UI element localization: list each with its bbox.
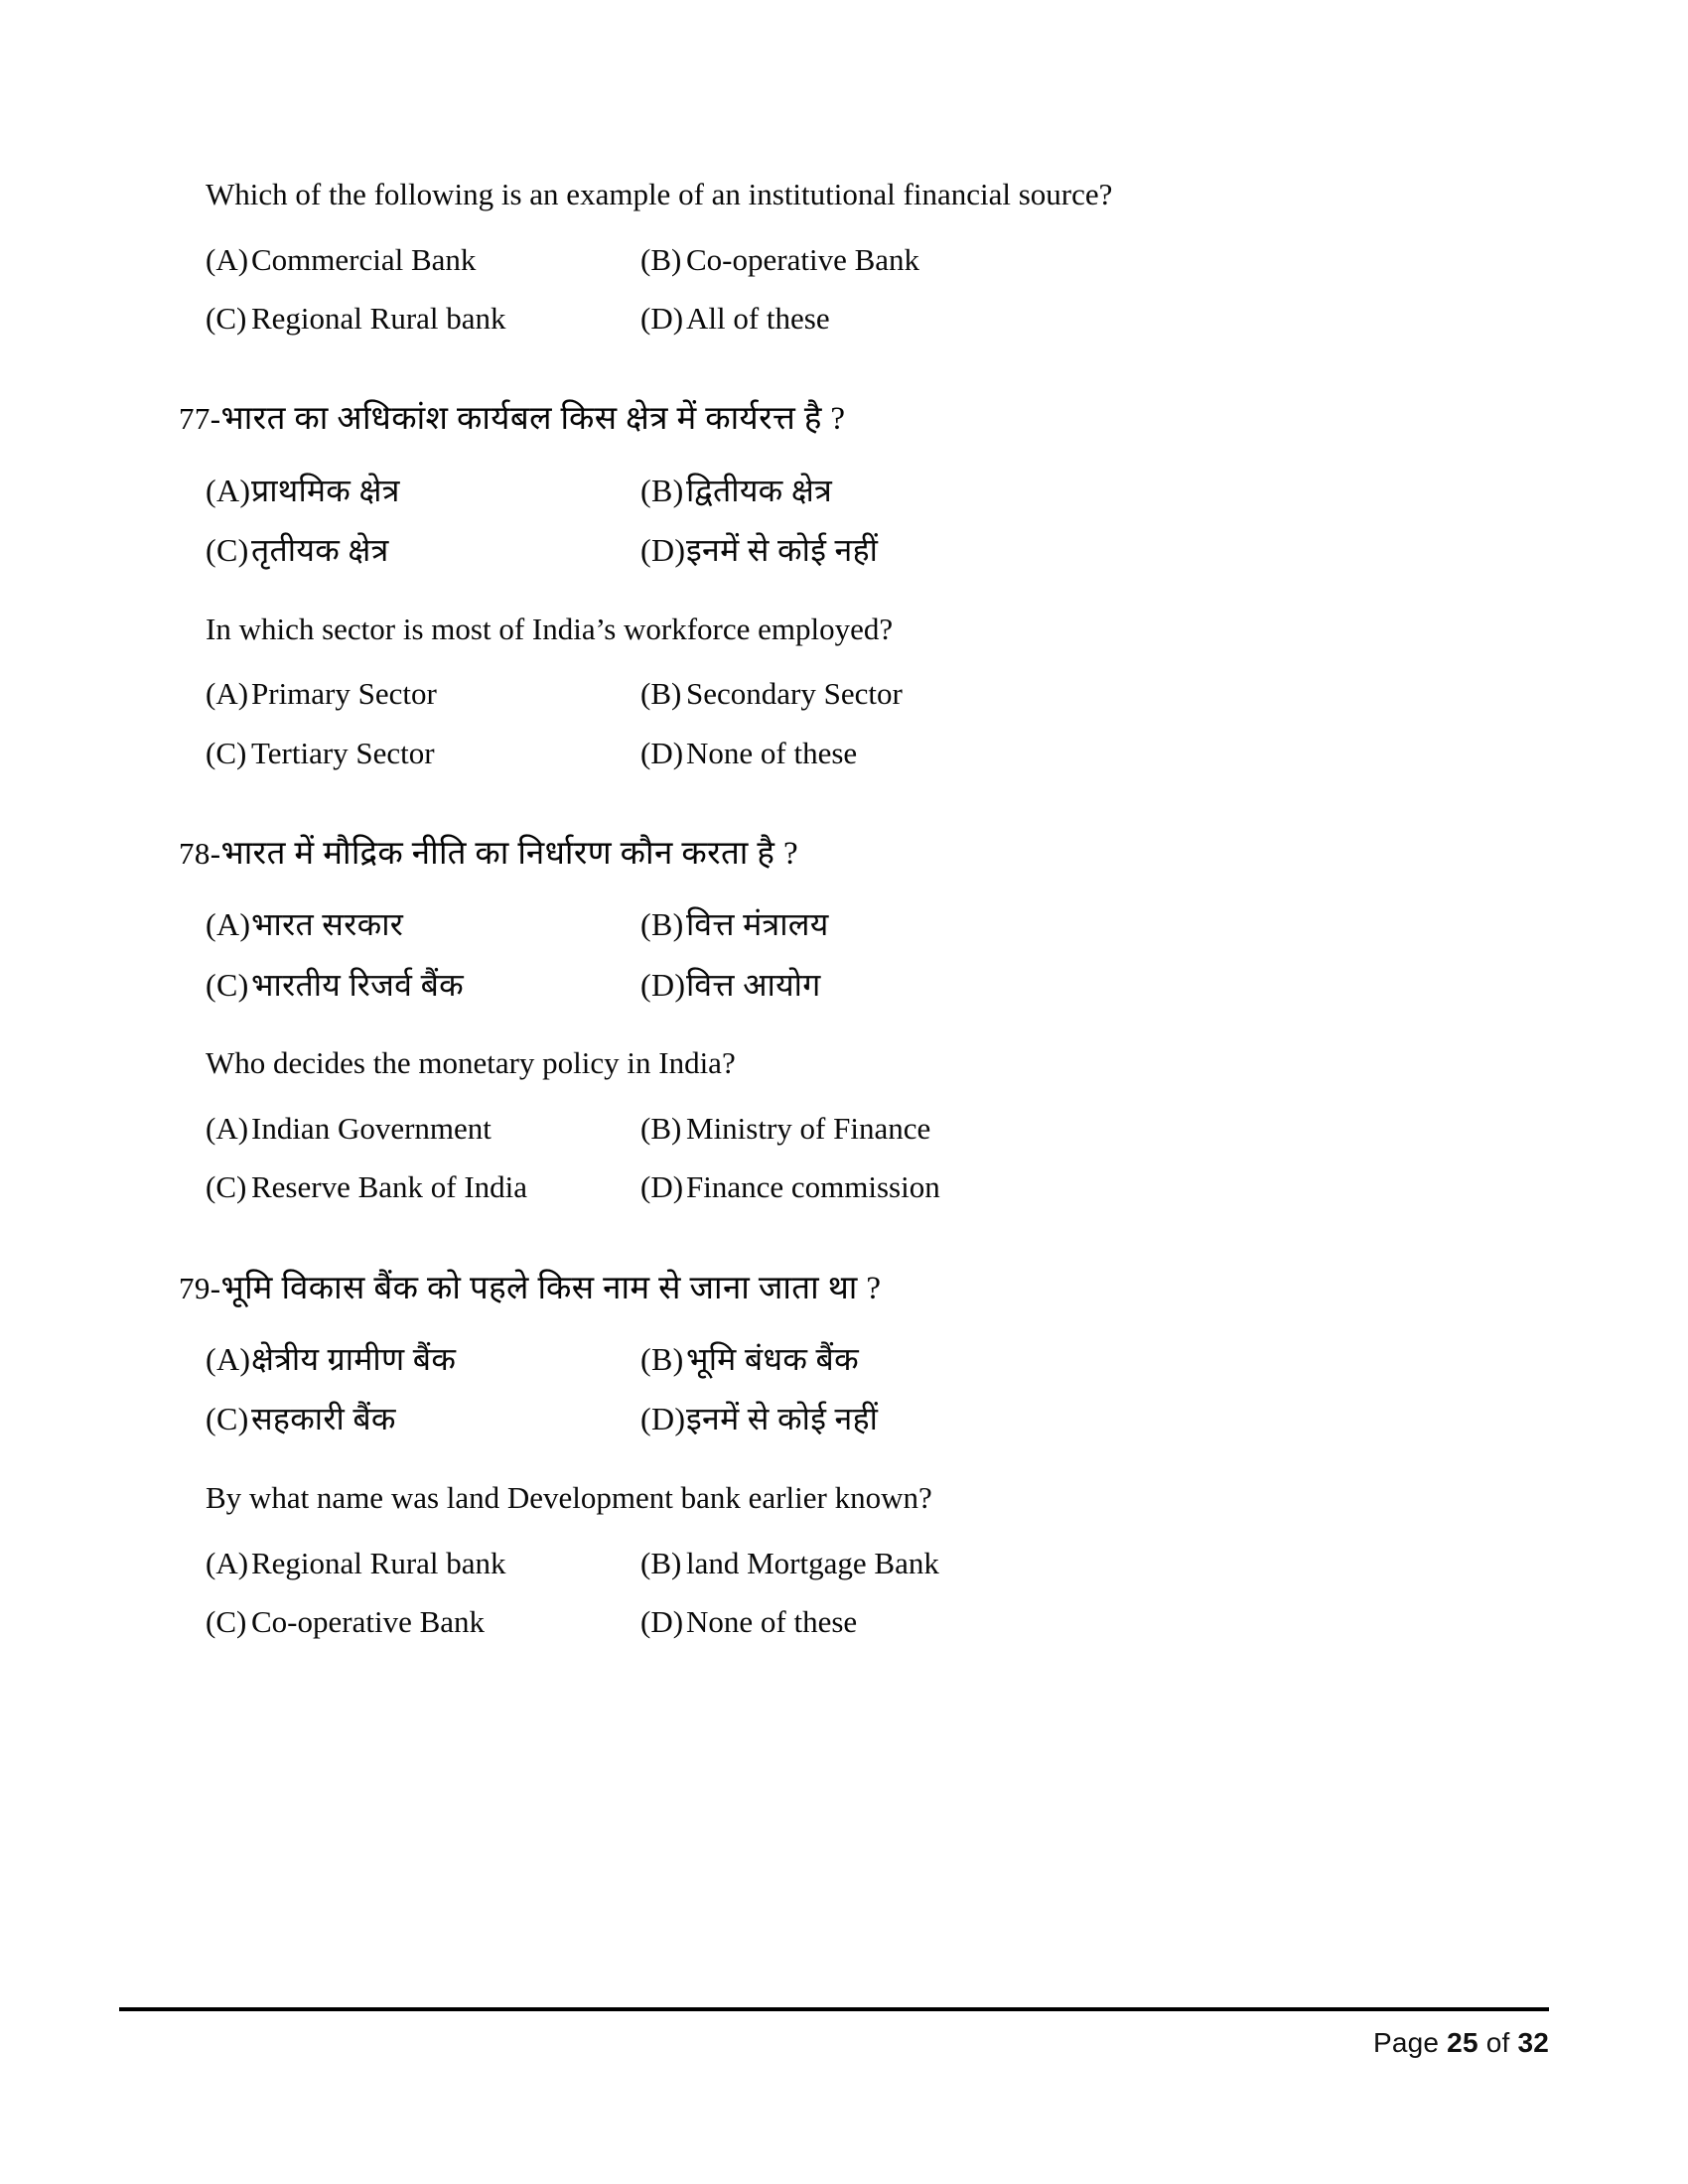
question-hindi-part bbox=[0, 398, 1688, 571]
option-row bbox=[0, 674, 1688, 714]
option-c-text: Regional Rural bank bbox=[251, 300, 506, 336]
option-d-label: (D) bbox=[640, 735, 684, 770]
option-a-text: Commercial Bank bbox=[251, 241, 477, 277]
option-a-label: (A) bbox=[206, 1111, 249, 1147]
question-stem-hindi bbox=[179, 833, 1688, 875]
options-english bbox=[0, 1109, 1688, 1208]
option-d[interactable] bbox=[640, 530, 878, 572]
option-b[interactable] bbox=[640, 674, 903, 714]
option-b-text: Co-operative Bank bbox=[686, 241, 920, 277]
question-number: 77- bbox=[179, 401, 221, 437]
option-c-label: (C) bbox=[206, 532, 249, 569]
option-d-label: (D) bbox=[640, 1169, 684, 1205]
option-b[interactable] bbox=[640, 240, 919, 280]
option-b[interactable] bbox=[640, 1544, 939, 1583]
question-english-part bbox=[0, 1043, 1688, 1207]
option-c-text: भारतीय रिजर्व बैंक bbox=[251, 966, 465, 1003]
option-a-text: क्षेत्रीय ग्रामीण बैंक bbox=[251, 1340, 457, 1377]
question-number: 79- bbox=[179, 1270, 221, 1305]
option-b[interactable] bbox=[640, 471, 832, 512]
option-a-label: (A) bbox=[206, 1545, 249, 1580]
option-b-text: Secondary Sector bbox=[686, 676, 903, 712]
option-d-text: All of these bbox=[686, 300, 830, 336]
question-block-78 bbox=[0, 833, 1688, 1208]
option-d-text: इनमें से कोई नहीं bbox=[686, 532, 879, 569]
option-b-label: (B) bbox=[640, 906, 684, 943]
option-b-text: द्वितीयक क्षेत्र bbox=[686, 472, 833, 508]
option-row bbox=[0, 1339, 1688, 1381]
option-row bbox=[0, 904, 1688, 946]
option-d-label: (D) bbox=[640, 532, 686, 569]
option-a-text: भारत सरकार bbox=[251, 906, 404, 943]
page-number-indicator bbox=[119, 2027, 1549, 2059]
option-d-text: None of these bbox=[686, 735, 858, 770]
option-a[interactable] bbox=[206, 240, 640, 280]
question-english-part bbox=[0, 610, 1688, 773]
option-c[interactable] bbox=[206, 530, 640, 572]
option-a[interactable] bbox=[206, 1339, 640, 1381]
option-c-text: Co-operative Bank bbox=[251, 1604, 486, 1640]
option-a[interactable] bbox=[206, 904, 640, 946]
option-d-label: (D) bbox=[640, 966, 686, 1003]
page-footer bbox=[119, 2007, 1549, 2059]
option-a[interactable] bbox=[206, 1109, 640, 1149]
option-d[interactable] bbox=[640, 734, 857, 773]
option-row bbox=[0, 530, 1688, 572]
option-c[interactable] bbox=[206, 965, 640, 1007]
option-d[interactable] bbox=[640, 299, 830, 339]
option-c-text: सहकारी बैंक bbox=[251, 1401, 396, 1437]
option-a-label: (A) bbox=[206, 676, 249, 712]
option-b-label: (B) bbox=[640, 472, 684, 508]
option-b-text: वित्त मंत्रालय bbox=[686, 906, 829, 943]
option-d-text: None of these bbox=[686, 1604, 858, 1640]
options-english bbox=[0, 240, 1688, 340]
option-b-label: (B) bbox=[640, 1111, 682, 1147]
option-d-label: (D) bbox=[640, 300, 684, 336]
option-c-label: (C) bbox=[206, 1401, 249, 1437]
option-a[interactable] bbox=[206, 674, 640, 714]
option-row bbox=[0, 1109, 1688, 1149]
option-d-label: (D) bbox=[640, 1401, 686, 1437]
option-c-text: Reserve Bank of India bbox=[251, 1169, 528, 1205]
option-a-text: Indian Government bbox=[251, 1111, 492, 1147]
option-row bbox=[0, 471, 1688, 512]
question-stem-english: Who decides the monetary policy in India? bbox=[206, 1045, 736, 1081]
footer-divider bbox=[119, 2007, 1549, 2011]
option-a-label: (A) bbox=[206, 241, 249, 277]
option-b-label: (B) bbox=[640, 676, 682, 712]
option-b-label: (B) bbox=[640, 1545, 682, 1580]
question-english-part bbox=[0, 175, 1688, 339]
option-row bbox=[0, 1602, 1688, 1642]
option-d[interactable] bbox=[640, 1399, 878, 1440]
question-stem-hindi bbox=[179, 1268, 1688, 1309]
option-row bbox=[0, 1399, 1688, 1440]
question-stem-hindi-text: भूमि विकास बैंक को पहले किस नाम से जाना जाता था ? bbox=[220, 1270, 882, 1306]
option-b[interactable] bbox=[640, 1339, 859, 1381]
footer-page-number: 25 bbox=[1447, 2027, 1478, 2058]
options-hindi bbox=[0, 904, 1688, 1006]
options-hindi bbox=[0, 471, 1688, 572]
option-b[interactable] bbox=[640, 1109, 930, 1149]
option-d[interactable] bbox=[640, 1167, 940, 1207]
option-row bbox=[0, 1544, 1688, 1583]
option-row bbox=[0, 1167, 1688, 1207]
option-c-label: (C) bbox=[206, 1169, 247, 1205]
option-c[interactable] bbox=[206, 734, 640, 773]
option-d-label: (D) bbox=[640, 1604, 684, 1640]
question-stem-english: Which of the following is an example of an institutional financial source? bbox=[206, 177, 1113, 211]
option-c[interactable] bbox=[206, 1602, 640, 1642]
question-hindi-part bbox=[0, 833, 1688, 1006]
question-block-77 bbox=[0, 398, 1688, 773]
option-c-label: (C) bbox=[206, 735, 247, 770]
option-row bbox=[0, 965, 1688, 1007]
option-c-text: तृतीयक क्षेत्र bbox=[251, 532, 389, 569]
option-d-text: वित्त आयोग bbox=[686, 966, 821, 1003]
option-a-text: Regional Rural bank bbox=[251, 1545, 506, 1580]
question-block-continued bbox=[0, 175, 1688, 339]
option-b-text: land Mortgage Bank bbox=[686, 1545, 939, 1580]
options-hindi bbox=[0, 1339, 1688, 1440]
option-row bbox=[0, 299, 1688, 339]
option-row bbox=[0, 240, 1688, 280]
question-stem-english: In which sector is most of India’s workforce employed? bbox=[206, 611, 894, 646]
option-c-label: (C) bbox=[206, 1604, 247, 1640]
option-d[interactable] bbox=[640, 1602, 857, 1642]
footer-total-pages: 32 bbox=[1517, 2027, 1549, 2058]
option-a-label: (A) bbox=[206, 472, 251, 508]
option-b-label: (B) bbox=[640, 241, 682, 277]
option-a-text: प्राथमिक क्षेत्र bbox=[251, 472, 400, 508]
option-c[interactable] bbox=[206, 299, 640, 339]
option-b-text: Ministry of Finance bbox=[686, 1111, 931, 1147]
footer-of-word: of bbox=[1485, 2027, 1510, 2058]
option-a[interactable] bbox=[206, 471, 640, 512]
question-number: 78- bbox=[179, 835, 221, 871]
question-hindi-part bbox=[0, 1268, 1688, 1440]
option-d-text: इनमें से कोई नहीं bbox=[686, 1401, 879, 1437]
option-a-label: (A) bbox=[206, 1340, 251, 1377]
option-a-label: (A) bbox=[206, 906, 251, 943]
options-english bbox=[0, 1544, 1688, 1643]
question-block-79 bbox=[0, 1268, 1688, 1643]
question-stem-english: By what name was land Development bank earlier known? bbox=[206, 1480, 932, 1516]
option-c[interactable] bbox=[206, 1167, 640, 1207]
option-row bbox=[0, 734, 1688, 773]
question-english-part bbox=[0, 1478, 1688, 1642]
option-c-label: (C) bbox=[206, 966, 249, 1003]
question-stem-hindi bbox=[179, 398, 1688, 440]
option-d[interactable] bbox=[640, 965, 821, 1007]
option-c-label: (C) bbox=[206, 300, 247, 336]
question-stem-hindi-text: भारत का अधिकांश कार्यबल किस क्षेत्र में कार्यरत्त है ? bbox=[220, 401, 846, 438]
option-b-text: भूमि बंधक बैंक bbox=[686, 1340, 859, 1377]
options-english bbox=[0, 674, 1688, 773]
option-d-text: Finance commission bbox=[686, 1169, 940, 1205]
option-c-text: Tertiary Sector bbox=[251, 735, 435, 770]
footer-page-word: Page bbox=[1372, 2027, 1440, 2058]
option-b-label: (B) bbox=[640, 1340, 684, 1377]
option-b[interactable] bbox=[640, 904, 829, 946]
option-a[interactable] bbox=[206, 1544, 640, 1583]
question-stem-hindi-text: भारत में मौद्रिक नीति का निर्धारण कौन करता है ? bbox=[220, 835, 799, 872]
option-a-text: Primary Sector bbox=[251, 676, 437, 712]
option-c[interactable] bbox=[206, 1399, 640, 1440]
